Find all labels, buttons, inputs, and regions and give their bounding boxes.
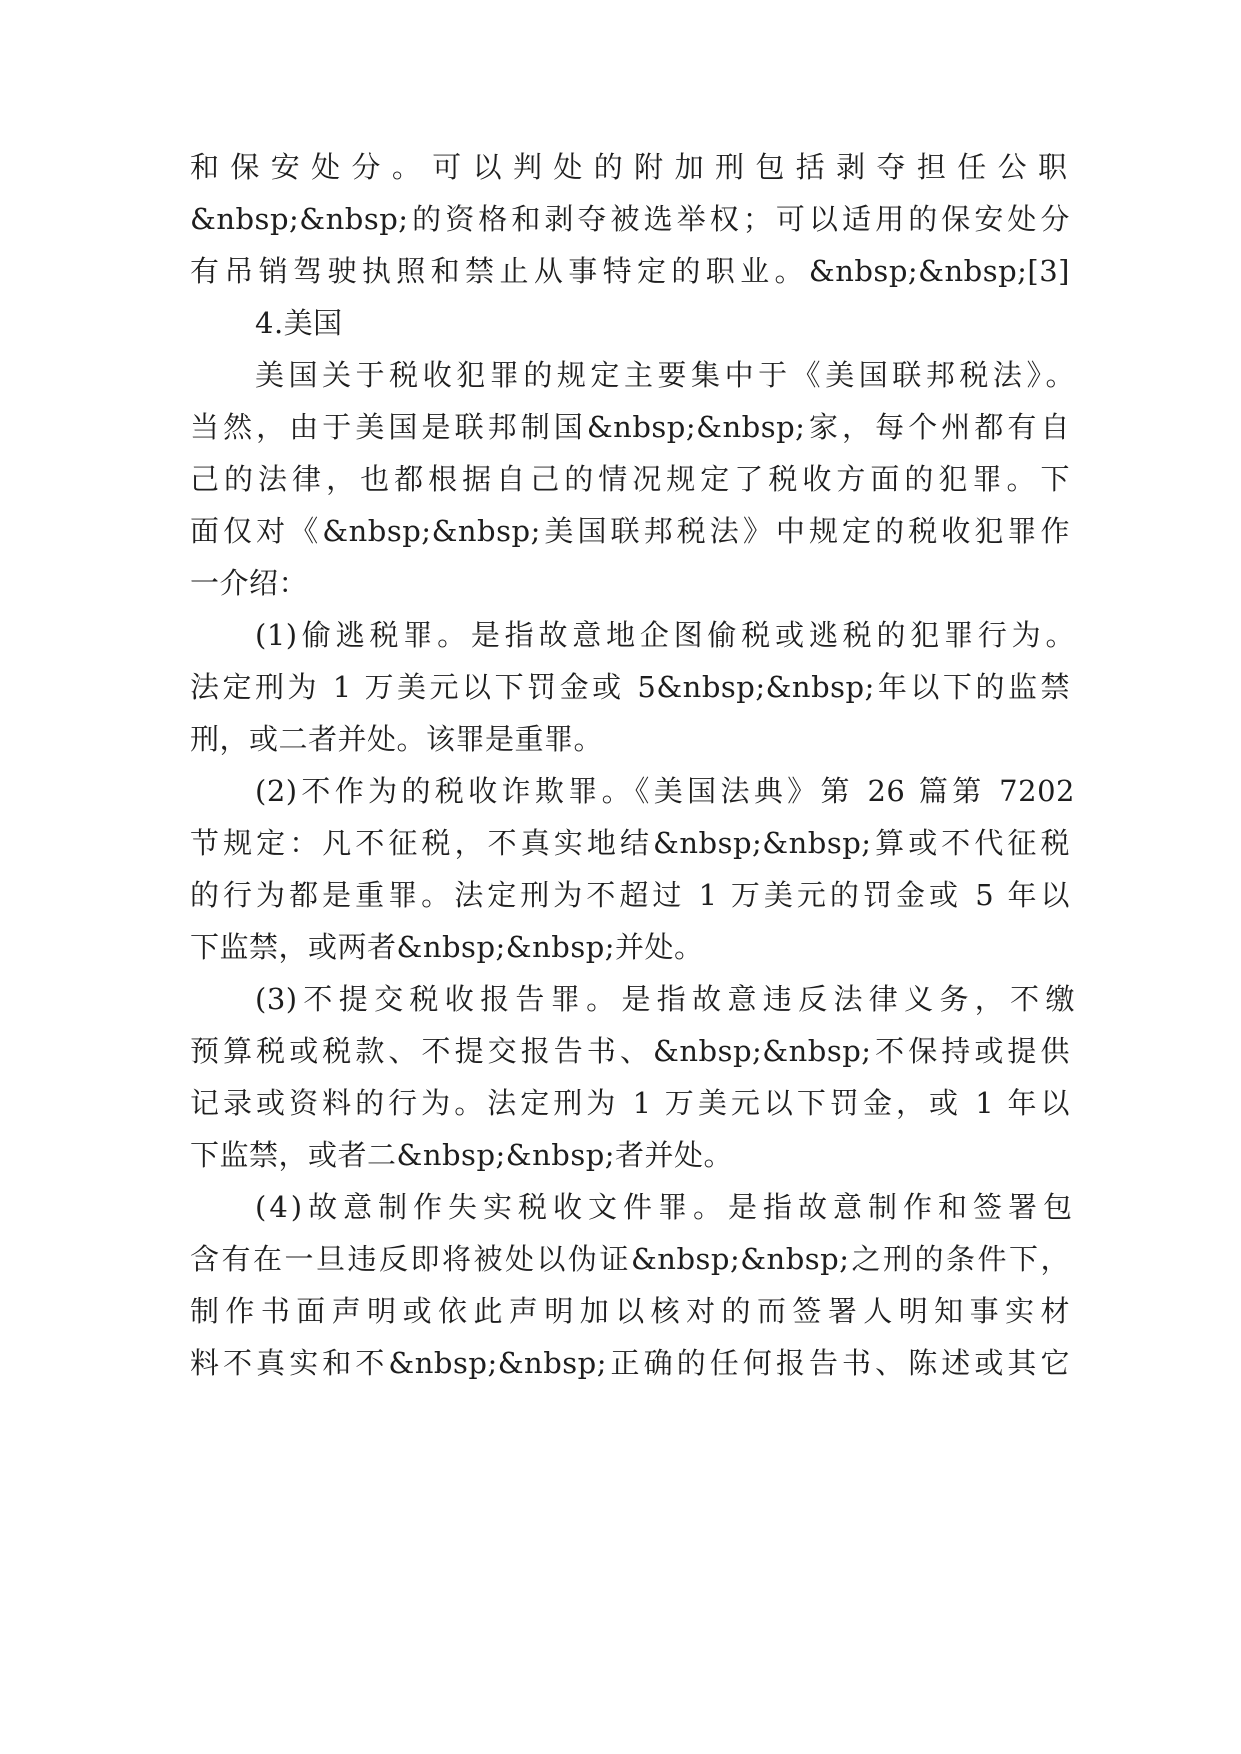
text-line: 当然，由于美国是联邦制国&nbsp;&nbsp;家，每个州都有自 <box>190 410 1070 444</box>
text-line: &nbsp;&nbsp;的资格和剥夺被选举权；可以适用的保安处分 <box>190 202 1070 236</box>
text-line: 一介绍： <box>190 566 309 600</box>
text-line: 下监禁，或者二&nbsp;&nbsp;者并处。 <box>190 1138 734 1172</box>
text-line: 记录或资料的行为。法定刑为 1 万美元以下罚金，或 1 年以 <box>190 1086 1070 1120</box>
list-item-3: (3)不提交税收报告罪。是指故意违反法律义务，不缴 <box>255 982 1075 1016</box>
text-line: 美国关于税收犯罪的规定主要集中于《美国联邦税法》。 <box>255 358 1075 392</box>
list-item-4: (4)故意制作失实税收文件罪。是指故意制作和签署包 <box>255 1190 1075 1224</box>
text-line: 和保安处分。可以判处的附加刑包括剥夺担任公职 <box>190 150 1070 184</box>
text-line: 料不真实和不&nbsp;&nbsp;正确的任何报告书、陈述或其它 <box>190 1346 1070 1380</box>
text-line: 刑，或二者并处。该罪是重罪。 <box>190 722 604 756</box>
text-line: 下监禁，或两者&nbsp;&nbsp;并处。 <box>190 930 704 964</box>
text-line: 己的法律，也都根据自己的情况规定了税收方面的犯罪。下 <box>190 462 1070 496</box>
text-line: 法定刑为 1 万美元以下罚金或 5&nbsp;&nbsp;年以下的监禁 <box>190 670 1070 704</box>
text-line: 含有在一旦违反即将被处以伪证&nbsp;&nbsp;之刑的条件下， <box>190 1242 1070 1276</box>
text-line: 制作书面声明或依此声明加以核对的而签署人明知事实材 <box>190 1294 1070 1328</box>
section-heading: 4.美国 <box>255 306 343 340</box>
text-line: 预算税或税款、不提交报告书、&nbsp;&nbsp;不保持或提供 <box>190 1034 1070 1068</box>
list-item-2: (2)不作为的税收诈欺罪。《美国法典》第 26 篇第 7202 <box>255 774 1075 808</box>
text-line: 面仅对《&nbsp;&nbsp;美国联邦税法》中规定的税收犯罪作 <box>190 514 1070 548</box>
text-line: 的行为都是重罪。法定刑为不超过 1 万美元的罚金或 5 年以 <box>190 878 1070 912</box>
list-item-1: (1)偷逃税罪。是指故意地企图偷税或逃税的犯罪行为。 <box>255 618 1075 652</box>
text-line: 有吊销驾驶执照和禁止从事特定的职业。&nbsp;&nbsp;[3] <box>190 254 1070 288</box>
text-line: 节规定：凡不征税，不真实地结&nbsp;&nbsp;算或不代征税 <box>190 826 1070 860</box>
